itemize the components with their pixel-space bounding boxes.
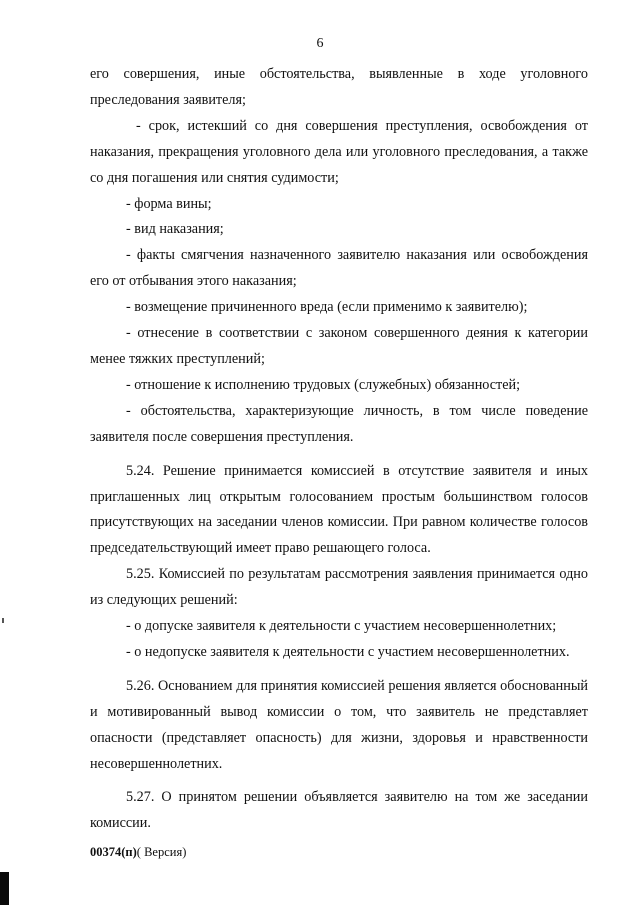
- list-item-work-attitude: - отношение к исполнению трудовых (служебных) обязанностей;: [126, 376, 521, 393]
- page-number: 6: [316, 36, 324, 51]
- list-item-damage-compensation: - возмещение причиненного вреда (если применимо к заявителю);: [126, 299, 528, 316]
- paragraph-continuation: его совершения, иные обстоятельства, выявленные в ходе уголовного преследования заявителя;: [90, 66, 588, 108]
- list-item-crime-category: - отнесение в соответствии с законом совершенного деяния к категории менее тяжких преступлений;: [90, 325, 588, 367]
- clause-5-25: 5.25. Комиссией по результатам рассмотрения заявления принимается одно из следующих решений:: [90, 566, 588, 609]
- clause-5-27: 5.27. О принятом решении объявляется заявителю на том же заседании комиссии.: [90, 789, 588, 832]
- scan-edge-mark: [0, 872, 9, 905]
- list-item-term: - срок, истекший со дня совершения преступления, освобождения от наказания, прекращения уголовного дела или уголовного преследования, а также со дня погашения или снятия судимости;: [90, 117, 588, 186]
- document-body: [90, 62, 588, 837]
- list-item-mitigation: - факты смягчения назначенного заявителю наказания или освобождения его от отбывания этого наказания;: [90, 247, 588, 290]
- list-item-guilt-form: - форма вины;: [126, 195, 212, 212]
- list-item-personality: - обстоятельства, характеризующие личность, в том числе поведение заявителя после совершения преступления.: [90, 402, 588, 445]
- document-footer-code: [90, 845, 186, 860]
- footer-code-number: 00374(п): [90, 845, 137, 859]
- decision-option-deny: - о недопуске заявителя к деятельности с участием несовершеннолетних.: [126, 643, 570, 660]
- clause-5-24: 5.24. Решение принимается комиссией в отсутствие заявителя и иных приглашенных лиц открытым голосованием простым большинством голосов присутствующих на заседании членов комиссии. При равном количестве голосов председательствующий имеет право решающего голоса.: [90, 462, 588, 557]
- list-item-punishment-type: - вид наказания;: [126, 221, 224, 238]
- footer-version-label: ( Версия): [136, 845, 187, 859]
- decision-option-admit: - о допуске заявителя к деятельности с участием несовершеннолетних;: [126, 618, 557, 635]
- clause-5-26: 5.26. Основанием для принятия комиссией решения является обоснованный и мотивированный вывод комиссии о том, что заявитель не представляет опасности (представляет опасность) для жизни, здоровья и нравственности несовершеннолетних.: [90, 677, 588, 772]
- scan-artifact-dot: [2, 618, 4, 623]
